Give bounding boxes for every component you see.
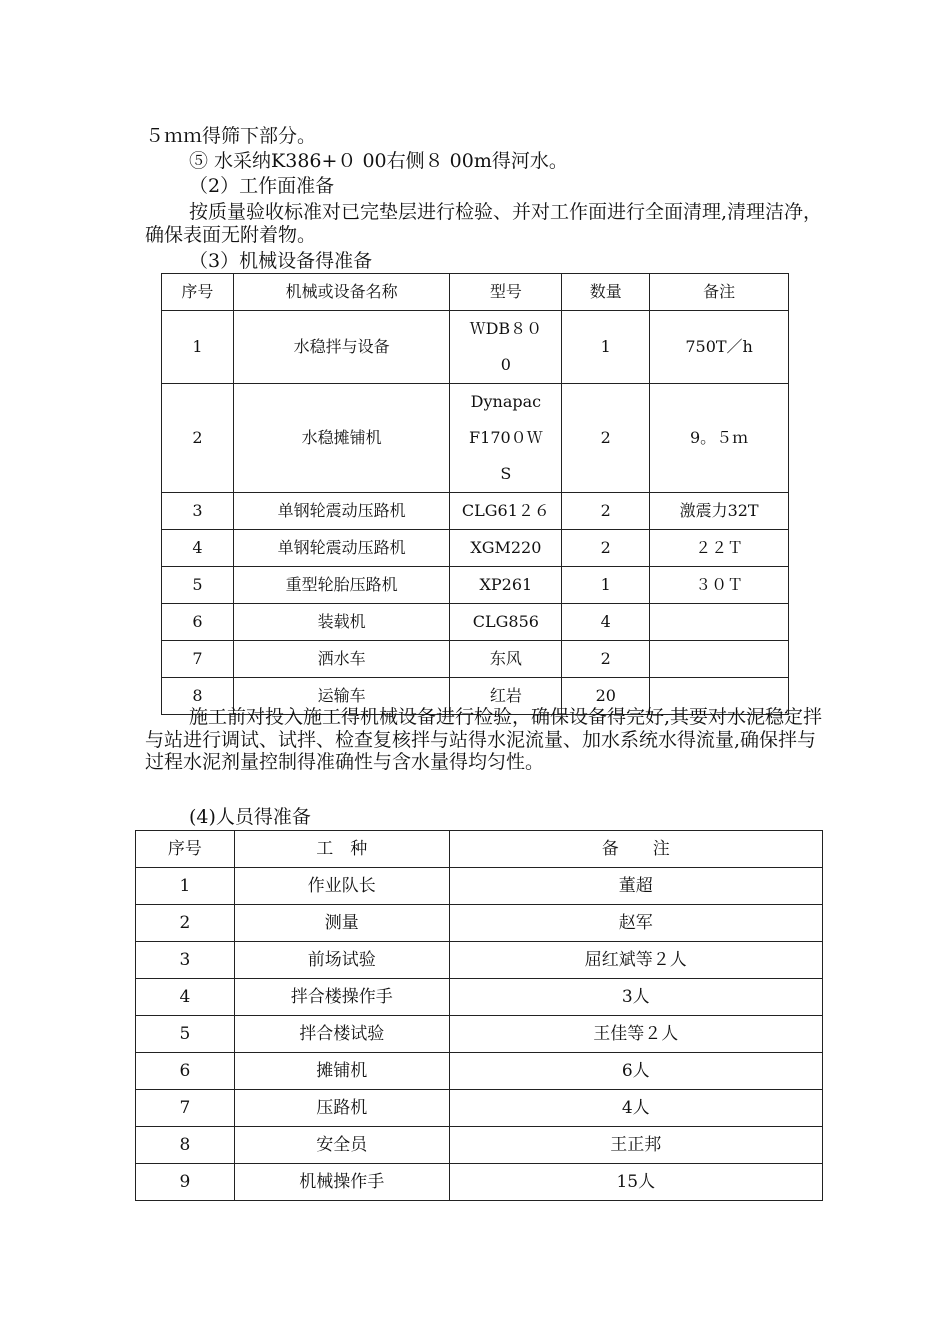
cell-note: 王佳等２人	[449, 1016, 822, 1053]
staff-table	[135, 830, 823, 1201]
cell-qty: 20	[562, 678, 650, 715]
cell-qty: 2	[562, 384, 650, 493]
cell-qty: 2	[562, 530, 650, 567]
cell-note	[650, 641, 789, 678]
cell-name: 单钢轮震动压路机	[233, 530, 450, 567]
cell-name: 重型轮胎压路机	[233, 567, 450, 604]
cell-model	[450, 604, 562, 641]
cell-name: 运输车	[233, 678, 450, 715]
col-header-role: 工 种	[234, 831, 449, 868]
table-row	[162, 641, 789, 678]
cell-note: 15人	[449, 1164, 822, 1201]
cell-no: 7	[162, 641, 234, 678]
cell-no: 9	[136, 1164, 235, 1201]
cell-model	[450, 567, 562, 604]
table-row	[162, 567, 789, 604]
col-header-note: 备 注	[449, 831, 822, 868]
para-equipment-check: 施工前对投入施工得机械设备进行检验，确保设备得完好,其要对水泥稳定拌与站进行调试、试拌、检查复核拌与站得水泥流量、加水系统水得流量,确保拌与过程水泥剂量控制得准确性与含水量得均匀性。	[145, 706, 823, 773]
table-row	[136, 1164, 823, 1201]
cell-name: 单钢轮震动压路机	[233, 493, 450, 530]
table-row	[136, 1016, 823, 1053]
model-line: 红岩	[489, 686, 522, 705]
cell-no: 5	[162, 567, 234, 604]
cell-qty: 4	[562, 604, 650, 641]
cell-note	[650, 604, 789, 641]
cell-note: 6人	[449, 1053, 822, 1090]
table-row	[162, 530, 789, 567]
line-water-source: ⑤ 水采纳K386+０ 00右侧８ 00m得河水。	[189, 150, 568, 172]
cell-name: 洒水车	[233, 641, 450, 678]
col-header-qty: 数量	[562, 274, 650, 311]
equipment-header-row	[162, 274, 789, 311]
table-row	[136, 942, 823, 979]
cell-model	[450, 493, 562, 530]
cell-qty: 2	[562, 493, 650, 530]
table-row	[162, 604, 789, 641]
model-line: S	[500, 464, 512, 483]
heading-equipment: （3）机械设备得准备	[189, 250, 373, 272]
model-line: ＷDB８０	[469, 319, 543, 338]
model-line: F170０Ｗ	[469, 428, 543, 447]
cell-note: 屈红斌等２人	[449, 942, 822, 979]
cell-note: 750T／h	[650, 311, 789, 384]
cell-no: 6	[162, 604, 234, 641]
col-header-model: 型号	[450, 274, 562, 311]
table-row	[136, 868, 823, 905]
cell-no: 5	[136, 1016, 235, 1053]
cell-model	[450, 530, 562, 567]
table-row	[162, 311, 789, 384]
model-line: XGM220	[470, 538, 542, 557]
heading-staff: (4)人员得准备	[189, 806, 311, 828]
col-header-name: 机械或设备名称	[233, 274, 450, 311]
cell-note: 激震力32T	[650, 493, 789, 530]
model-line: XP261	[479, 575, 533, 594]
cell-no: 6	[136, 1053, 235, 1090]
col-header-no: 序号	[136, 831, 235, 868]
cell-note: 王正邦	[449, 1127, 822, 1164]
model-line: 0	[500, 355, 511, 374]
cell-no: 7	[136, 1090, 235, 1127]
table-row	[136, 905, 823, 942]
table-row	[136, 979, 823, 1016]
table-row	[136, 1127, 823, 1164]
cell-qty: 2	[562, 641, 650, 678]
cell-role: 拌合楼操作手	[234, 979, 449, 1016]
cell-role: 测量	[234, 905, 449, 942]
table-row	[162, 384, 789, 493]
cell-model	[450, 641, 562, 678]
cell-model	[450, 311, 562, 384]
cell-note: 赵军	[449, 905, 822, 942]
cell-no: 3	[162, 493, 234, 530]
table-row	[162, 493, 789, 530]
model-line: Dynapac	[470, 392, 542, 411]
model-line: CLG61２６	[461, 501, 550, 520]
cell-no: 3	[136, 942, 235, 979]
cell-model	[450, 384, 562, 493]
table-row	[136, 1053, 823, 1090]
cell-no: 2	[162, 384, 234, 493]
cell-no: 1	[162, 311, 234, 384]
model-line: 东风	[489, 649, 522, 668]
cell-note: 9。５ｍ	[650, 384, 789, 493]
staff-header-row	[136, 831, 823, 868]
para-workface: 按质量验收标准对已完垫层进行检验、并对工作面进行全面清理,清理洁净， 确保表面无附着物。	[145, 201, 832, 246]
cell-no: 4	[136, 979, 235, 1016]
cell-no: 2	[136, 905, 235, 942]
cell-name: 水稳拌与设备	[233, 311, 450, 384]
cell-role: 拌合楼试验	[234, 1016, 449, 1053]
equipment-table	[161, 273, 789, 715]
col-header-note: 备注	[650, 274, 789, 311]
cell-qty: 1	[562, 311, 650, 384]
cell-note: ３０Ｔ	[650, 567, 789, 604]
line-sieve: ５ｍｍ得筛下部分。	[145, 125, 317, 147]
heading-workface: （2）工作面准备	[189, 175, 335, 197]
table-row	[136, 1090, 823, 1127]
cell-note: ２２Ｔ	[650, 530, 789, 567]
cell-note: 3人	[449, 979, 822, 1016]
model-line: CLG856	[472, 612, 539, 631]
cell-no: 1	[136, 868, 235, 905]
cell-role: 作业队长	[234, 868, 449, 905]
cell-name: 水稳摊铺机	[233, 384, 450, 493]
cell-role: 前场试验	[234, 942, 449, 979]
cell-no: 8	[136, 1127, 235, 1164]
cell-qty: 1	[562, 567, 650, 604]
cell-role: 安全员	[234, 1127, 449, 1164]
cell-note: 董超	[449, 868, 822, 905]
col-header-no: 序号	[162, 274, 234, 311]
cell-role: 摊铺机	[234, 1053, 449, 1090]
cell-no: 8	[162, 678, 234, 715]
cell-no: 4	[162, 530, 234, 567]
cell-name: 装载机	[233, 604, 450, 641]
cell-role: 压路机	[234, 1090, 449, 1127]
cell-note: 4人	[449, 1090, 822, 1127]
cell-role: 机械操作手	[234, 1164, 449, 1201]
